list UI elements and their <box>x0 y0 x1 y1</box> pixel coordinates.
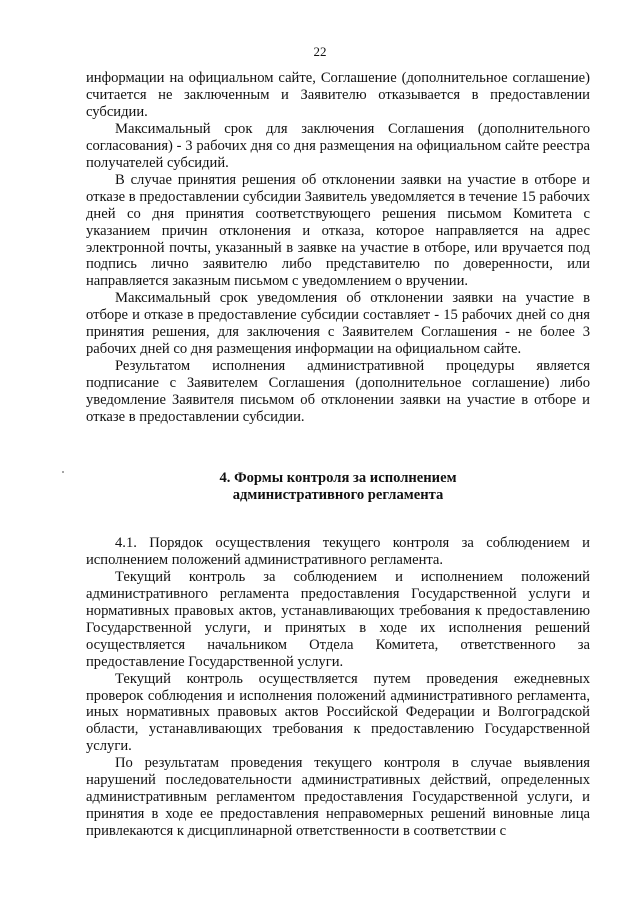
paragraph-control-method: Текущий контроль осуществляется путем проведения ежедневных проверок соблюдения и исполнения положений административного регламента, иных нормативных правовых актов Российской Федерации и Волгоградской области, устанавливающих требования к предоставлению Государственной услуги. <box>86 670 590 755</box>
paragraph-continuation: информации на официальном сайте, Соглашение (дополнительное соглашение) считается не заключенным и Заявителю отказывается в предоставлении субсидии. <box>86 70 590 120</box>
paragraph-max-term-notice: Максимальный срок уведомления об отклонении заявки на участие в отборе и отказе в предоставление субсидии составляет - 15 рабочих дней со дня принятия решения, для заключения с Заявителем Соглашения - не более 3 рабочих дней со дня размещения информации на официальном сайте. <box>86 290 590 358</box>
paragraph-control-results: По результатам проведения текущего контроля в случае выявления нарушений последовательности административных действий, определенных административным регламентом предоставления Государственной услуги, и принятия в ходе ее предоставления неправомерных решений виновные лица привлекаются к дисциплинарной ответственности в соответствии с <box>86 755 590 840</box>
section-heading <box>86 470 590 504</box>
paragraph-rejection-notice: В случае принятия решения об отклонении заявки на участие в отборе и отказе в предоставлении субсидии Заявитель уведомляется в течение 15 рабочих дней со дня принятия соответствующего решения письмом Комитета с указанием причин отклонения и отказа, которое направляется на адрес электронной почты, указанный в заявке на участие в отборе, или вручается под подпись лично заявителю либо представителю по доверенности, или направляется заказным письмом с уведомлением о вручении. <box>86 171 590 290</box>
paragraph-max-term-agreement: Максимальный срок для заключения Соглашения (дополнительного согласования) - 3 рабочих дня со дня размещения на официальном сайте реестра получателей субсидий. <box>86 120 590 171</box>
page-number: 22 <box>313 44 327 59</box>
margin-mark <box>62 471 64 473</box>
paragraph-4-1: 4.1. Порядок осуществления текущего контроля за соблюдением и исполнением положений административного регламента. <box>86 534 590 568</box>
paragraph-current-control: Текущий контроль за соблюдением и исполнением положений административного регламента предоставления Государственной услуги и нормативных правовых актов, устанавливающих требования к предоставлению Государственной услуги, и принятых в ходе их исполнения решений осуществляется начальником Отдела Комитета, ответственного за предоставление Государственной услуги. <box>86 568 590 670</box>
paragraph-procedure-result: Результатом исполнения административной процедуры является подписание с Заявителем Соглашения (дополнительное соглашение) либо уведомление Заявителя письмом об отклонении заявки на участие в отборе и отказе в предоставлении субсидии. <box>86 358 590 426</box>
section-heading-line-2: административного регламента <box>232 486 444 503</box>
document-body <box>86 70 590 840</box>
section-heading-line-1: 4. Формы контроля за исполнением <box>219 470 457 487</box>
